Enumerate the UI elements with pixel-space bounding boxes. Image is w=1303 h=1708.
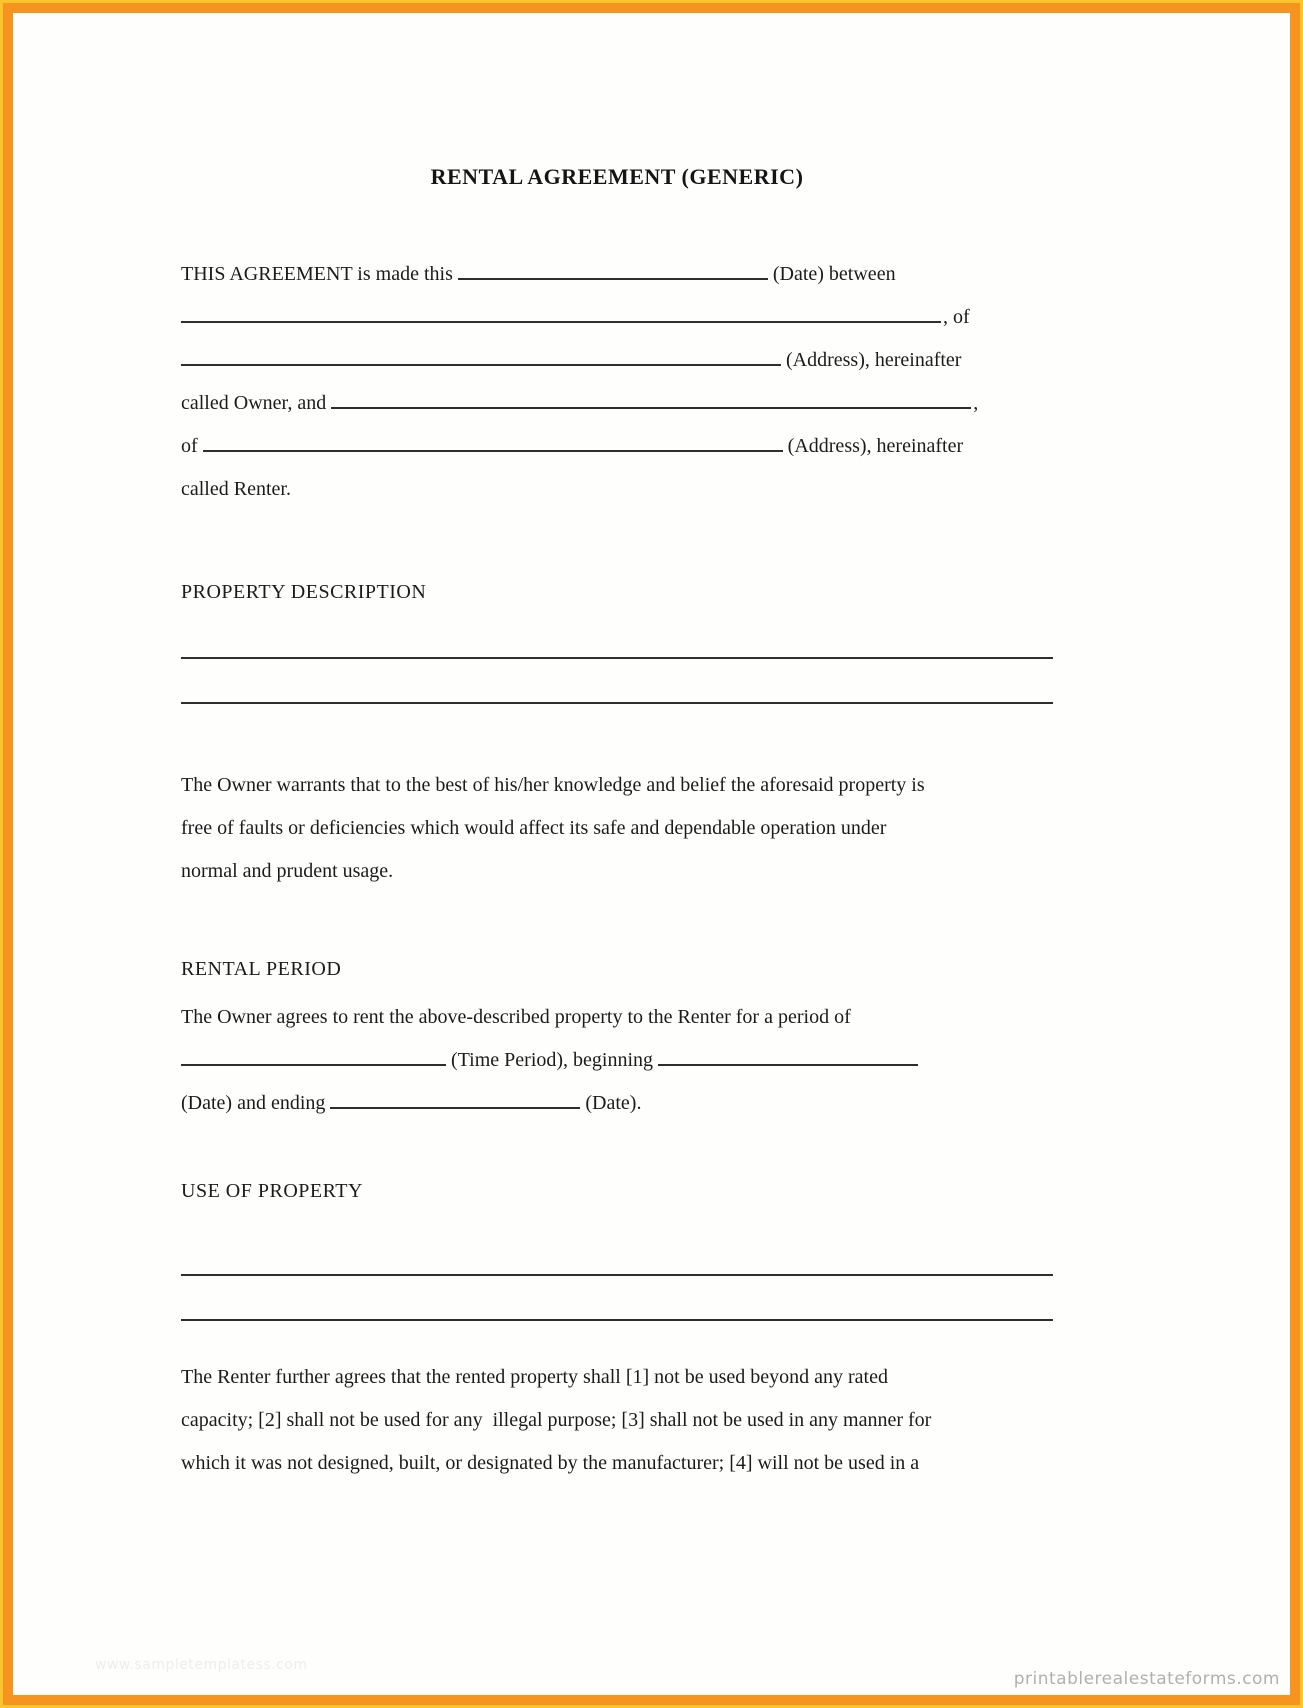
watermark-left: www.sampletemplatess.com xyxy=(95,1657,308,1673)
blank-begin-date xyxy=(658,1051,918,1066)
renter-line-2: capacity; [2] shall not be used for any illegal purpose; [3] shall not be used in any manner for xyxy=(181,1409,932,1431)
intro-line-3 xyxy=(181,339,1053,382)
use-of-property-heading: USE OF PROPERTY xyxy=(181,1180,363,1202)
intro-text: called Owner, and xyxy=(181,392,327,414)
blank-renter-name xyxy=(331,394,971,409)
rental-period-paragraph xyxy=(181,996,1053,1125)
warranty-line-2: free of faults or deficiencies which would affect its safe and dependable operation under xyxy=(181,817,887,839)
renter-line-3: which it was not designed, built, or designated by the manufacturer; [4] will not be used in a xyxy=(181,1452,920,1474)
blank-agreement-date xyxy=(458,265,768,280)
renter-agreement-paragraph xyxy=(181,1356,1053,1485)
renter-line-1: The Renter further agrees that the rented property shall [1] not be used beyond any rated xyxy=(181,1366,888,1388)
rental-period-heading: RENTAL PERIOD xyxy=(181,958,342,980)
blank-renter-address xyxy=(203,437,783,452)
property-description-heading: PROPERTY DESCRIPTION xyxy=(181,581,427,603)
intro-text: THIS AGREEMENT is made this xyxy=(181,263,453,285)
document-title: RENTAL AGREEMENT (GENERIC) xyxy=(430,164,804,189)
warranty-line-1: The Owner warrants that to the best of his/her knowledge and belief the aforesaid property is xyxy=(181,774,925,796)
blank-owner-address xyxy=(181,351,781,366)
blank-property-description-line-1 xyxy=(181,614,1053,659)
intro-text: called Renter. xyxy=(181,478,291,500)
rental-line-2 xyxy=(181,1039,1053,1082)
warranty-line-3: normal and prudent usage. xyxy=(181,860,394,882)
rental-line-3 xyxy=(181,1082,1053,1125)
document-page xyxy=(13,13,1290,1695)
blank-owner-name xyxy=(181,308,941,323)
intro-text: (Address), hereinafter xyxy=(787,435,964,457)
owner-warranty-paragraph xyxy=(181,764,1053,893)
blank-time-period xyxy=(181,1051,446,1066)
document-content xyxy=(13,13,1053,1485)
intro-text: (Address), hereinafter xyxy=(786,349,962,371)
intro-text: , xyxy=(973,392,979,414)
blank-end-date xyxy=(330,1094,580,1109)
watermark-right: printablerealestateforms.com xyxy=(1013,1669,1280,1689)
blank-property-description-line-2 xyxy=(181,659,1053,704)
intro-line-1 xyxy=(181,253,1053,296)
rental-text: (Date) and ending xyxy=(181,1092,326,1114)
rental-line-1: The Owner agrees to rent the above-described property to the Renter for a period of xyxy=(181,1006,851,1028)
intro-line-2 xyxy=(181,296,1053,339)
intro-line-5 xyxy=(181,425,1053,468)
intro-text: , of xyxy=(943,306,970,328)
use-of-property-blanks xyxy=(181,1231,1053,1321)
intro-paragraph xyxy=(181,253,1053,511)
intro-line-6 xyxy=(181,468,1053,511)
rental-text: (Time Period), beginning xyxy=(451,1049,654,1071)
property-description-blanks xyxy=(181,614,1053,704)
intro-text: of xyxy=(181,435,198,457)
intro-line-4 xyxy=(181,382,1053,425)
blank-use-of-property-line-2 xyxy=(181,1276,1053,1321)
intro-text: (Date) between xyxy=(772,263,896,285)
rental-text: (Date). xyxy=(585,1092,642,1114)
blank-use-of-property-line-1 xyxy=(181,1231,1053,1276)
